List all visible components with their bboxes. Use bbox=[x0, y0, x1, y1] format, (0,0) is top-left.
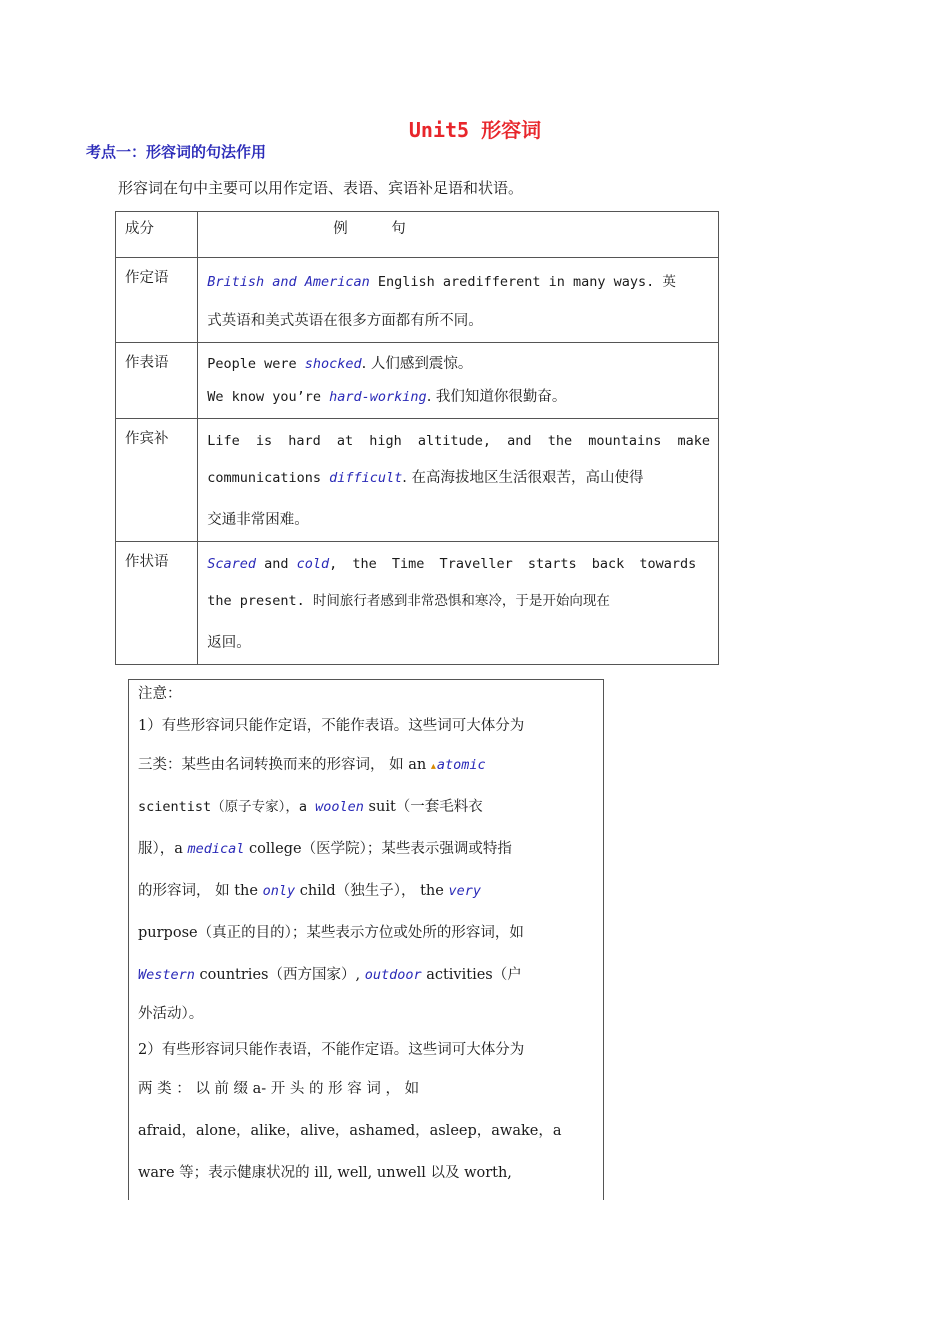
note-text: 服），a bbox=[138, 841, 188, 857]
note-line: 2）有些形容词只能作表语，不能作定语。这些词可大体分为 bbox=[138, 1042, 525, 1058]
example-line: 式英语和美式英语在很多方面都有所不同。 bbox=[207, 313, 483, 329]
note-text: child（独生子）， the bbox=[295, 883, 449, 899]
table-header-row bbox=[116, 212, 719, 258]
header-example: 例 句 bbox=[333, 221, 406, 237]
note-text: countries（西方国家）, bbox=[194, 967, 365, 983]
example-line bbox=[207, 349, 710, 379]
keyword: very bbox=[448, 883, 481, 899]
example-text: English aredifferent in many ways. 英 bbox=[369, 274, 676, 290]
note-line: afraid，alone，alike，alive，ashamed，asleep，awake，a bbox=[138, 1123, 562, 1139]
row-role: 作表语 bbox=[116, 343, 198, 419]
row-example bbox=[198, 258, 719, 343]
note-text: college（医学院）；某些表示强调或特指 bbox=[244, 841, 512, 857]
row-role: 作宾补 bbox=[116, 419, 198, 542]
table-row bbox=[116, 258, 719, 343]
example-line: 返回。 bbox=[207, 635, 251, 651]
keyword: Western bbox=[138, 967, 195, 983]
section-heading: 考点一：形容词的句法作用 bbox=[86, 143, 267, 161]
note-heading: 注意： bbox=[138, 686, 182, 702]
header-example-cell bbox=[198, 212, 719, 258]
note-text: 三类：某些由名词转换而来的形容词， 如 an bbox=[138, 757, 431, 773]
keyword: atomic bbox=[436, 757, 486, 773]
header-role: 成分 bbox=[116, 212, 198, 258]
note-line: 1）有些形容词只能作定语，不能作表语。这些词可大体分为 bbox=[138, 718, 525, 734]
keyword: British and American bbox=[207, 274, 370, 290]
row-example bbox=[198, 419, 719, 542]
row-example bbox=[198, 343, 719, 419]
note-line: 两 类 ： 以 前 缀 a- 开 头 的 形 容 词 ， 如 bbox=[138, 1081, 420, 1097]
example-text: We know you’re bbox=[207, 389, 330, 405]
row-role: 作定语 bbox=[116, 258, 198, 343]
example-line bbox=[207, 548, 710, 580]
note-line bbox=[138, 870, 595, 912]
note-line bbox=[138, 744, 595, 786]
example-line: Life is hard at high altitude, and the mountains make bbox=[207, 433, 710, 449]
example-line bbox=[207, 457, 710, 499]
keyword: only bbox=[262, 883, 296, 899]
table-row bbox=[116, 343, 719, 419]
keyword: outdoor bbox=[364, 967, 422, 983]
keyword: difficult bbox=[329, 470, 403, 486]
example-text: People were bbox=[207, 356, 305, 372]
page-title: Unit5 形容词 bbox=[408, 118, 542, 142]
example-text: . 在高海拔地区生活很艰苦，高山使得 bbox=[402, 470, 644, 486]
note-text: 的形容词， 如 the bbox=[138, 883, 263, 899]
row-role: 作状语 bbox=[116, 542, 198, 665]
note-line: ware 等；表示健康状况的 ill, well, unwell 以及 worth, bbox=[138, 1165, 512, 1181]
table-row bbox=[116, 419, 719, 542]
table-row bbox=[116, 542, 719, 665]
usage-table bbox=[115, 211, 719, 665]
keyword: Scared bbox=[207, 556, 256, 572]
example-text: . 我们知道你很勤奋。 bbox=[426, 389, 567, 405]
note-line bbox=[138, 828, 595, 870]
cursor-mark-icon: ▴ bbox=[430, 761, 436, 772]
example-text: communications bbox=[207, 470, 330, 486]
note-line bbox=[138, 786, 595, 828]
note-line: purpose（真正的目的）；某些表示方位或处所的形容词，如 bbox=[138, 925, 524, 941]
keyword: woolen bbox=[315, 799, 364, 815]
example-text: . 人们感到震惊。 bbox=[361, 356, 473, 372]
keyword: cold bbox=[296, 556, 330, 572]
example-text: and bbox=[256, 556, 297, 572]
keyword: shocked bbox=[304, 356, 362, 372]
note-line bbox=[138, 954, 595, 996]
note-text: scientist（原子专家），a bbox=[138, 799, 316, 815]
note-text: suit（一套毛料衣 bbox=[363, 799, 483, 815]
note-box bbox=[128, 679, 604, 1200]
keyword: hard-working bbox=[329, 389, 427, 405]
row-example bbox=[198, 542, 719, 665]
note-line: 外活动）。 bbox=[138, 1006, 204, 1022]
keyword: medical bbox=[187, 841, 245, 857]
example-text: the present. 时间旅行者感到非常恐惧和寒冷，于是开始向现在 bbox=[207, 593, 610, 609]
example-line: 交通非常困难。 bbox=[207, 512, 309, 528]
example-text: , the Time Traveller starts back towards bbox=[329, 556, 697, 572]
example-line bbox=[207, 379, 710, 415]
example-line bbox=[207, 264, 710, 300]
example-line bbox=[207, 580, 710, 622]
note-text: activities（户 bbox=[421, 967, 522, 983]
intro-text: 形容词在句中主要可以用作定语、表语、宾语补足语和状语。 bbox=[118, 179, 524, 197]
